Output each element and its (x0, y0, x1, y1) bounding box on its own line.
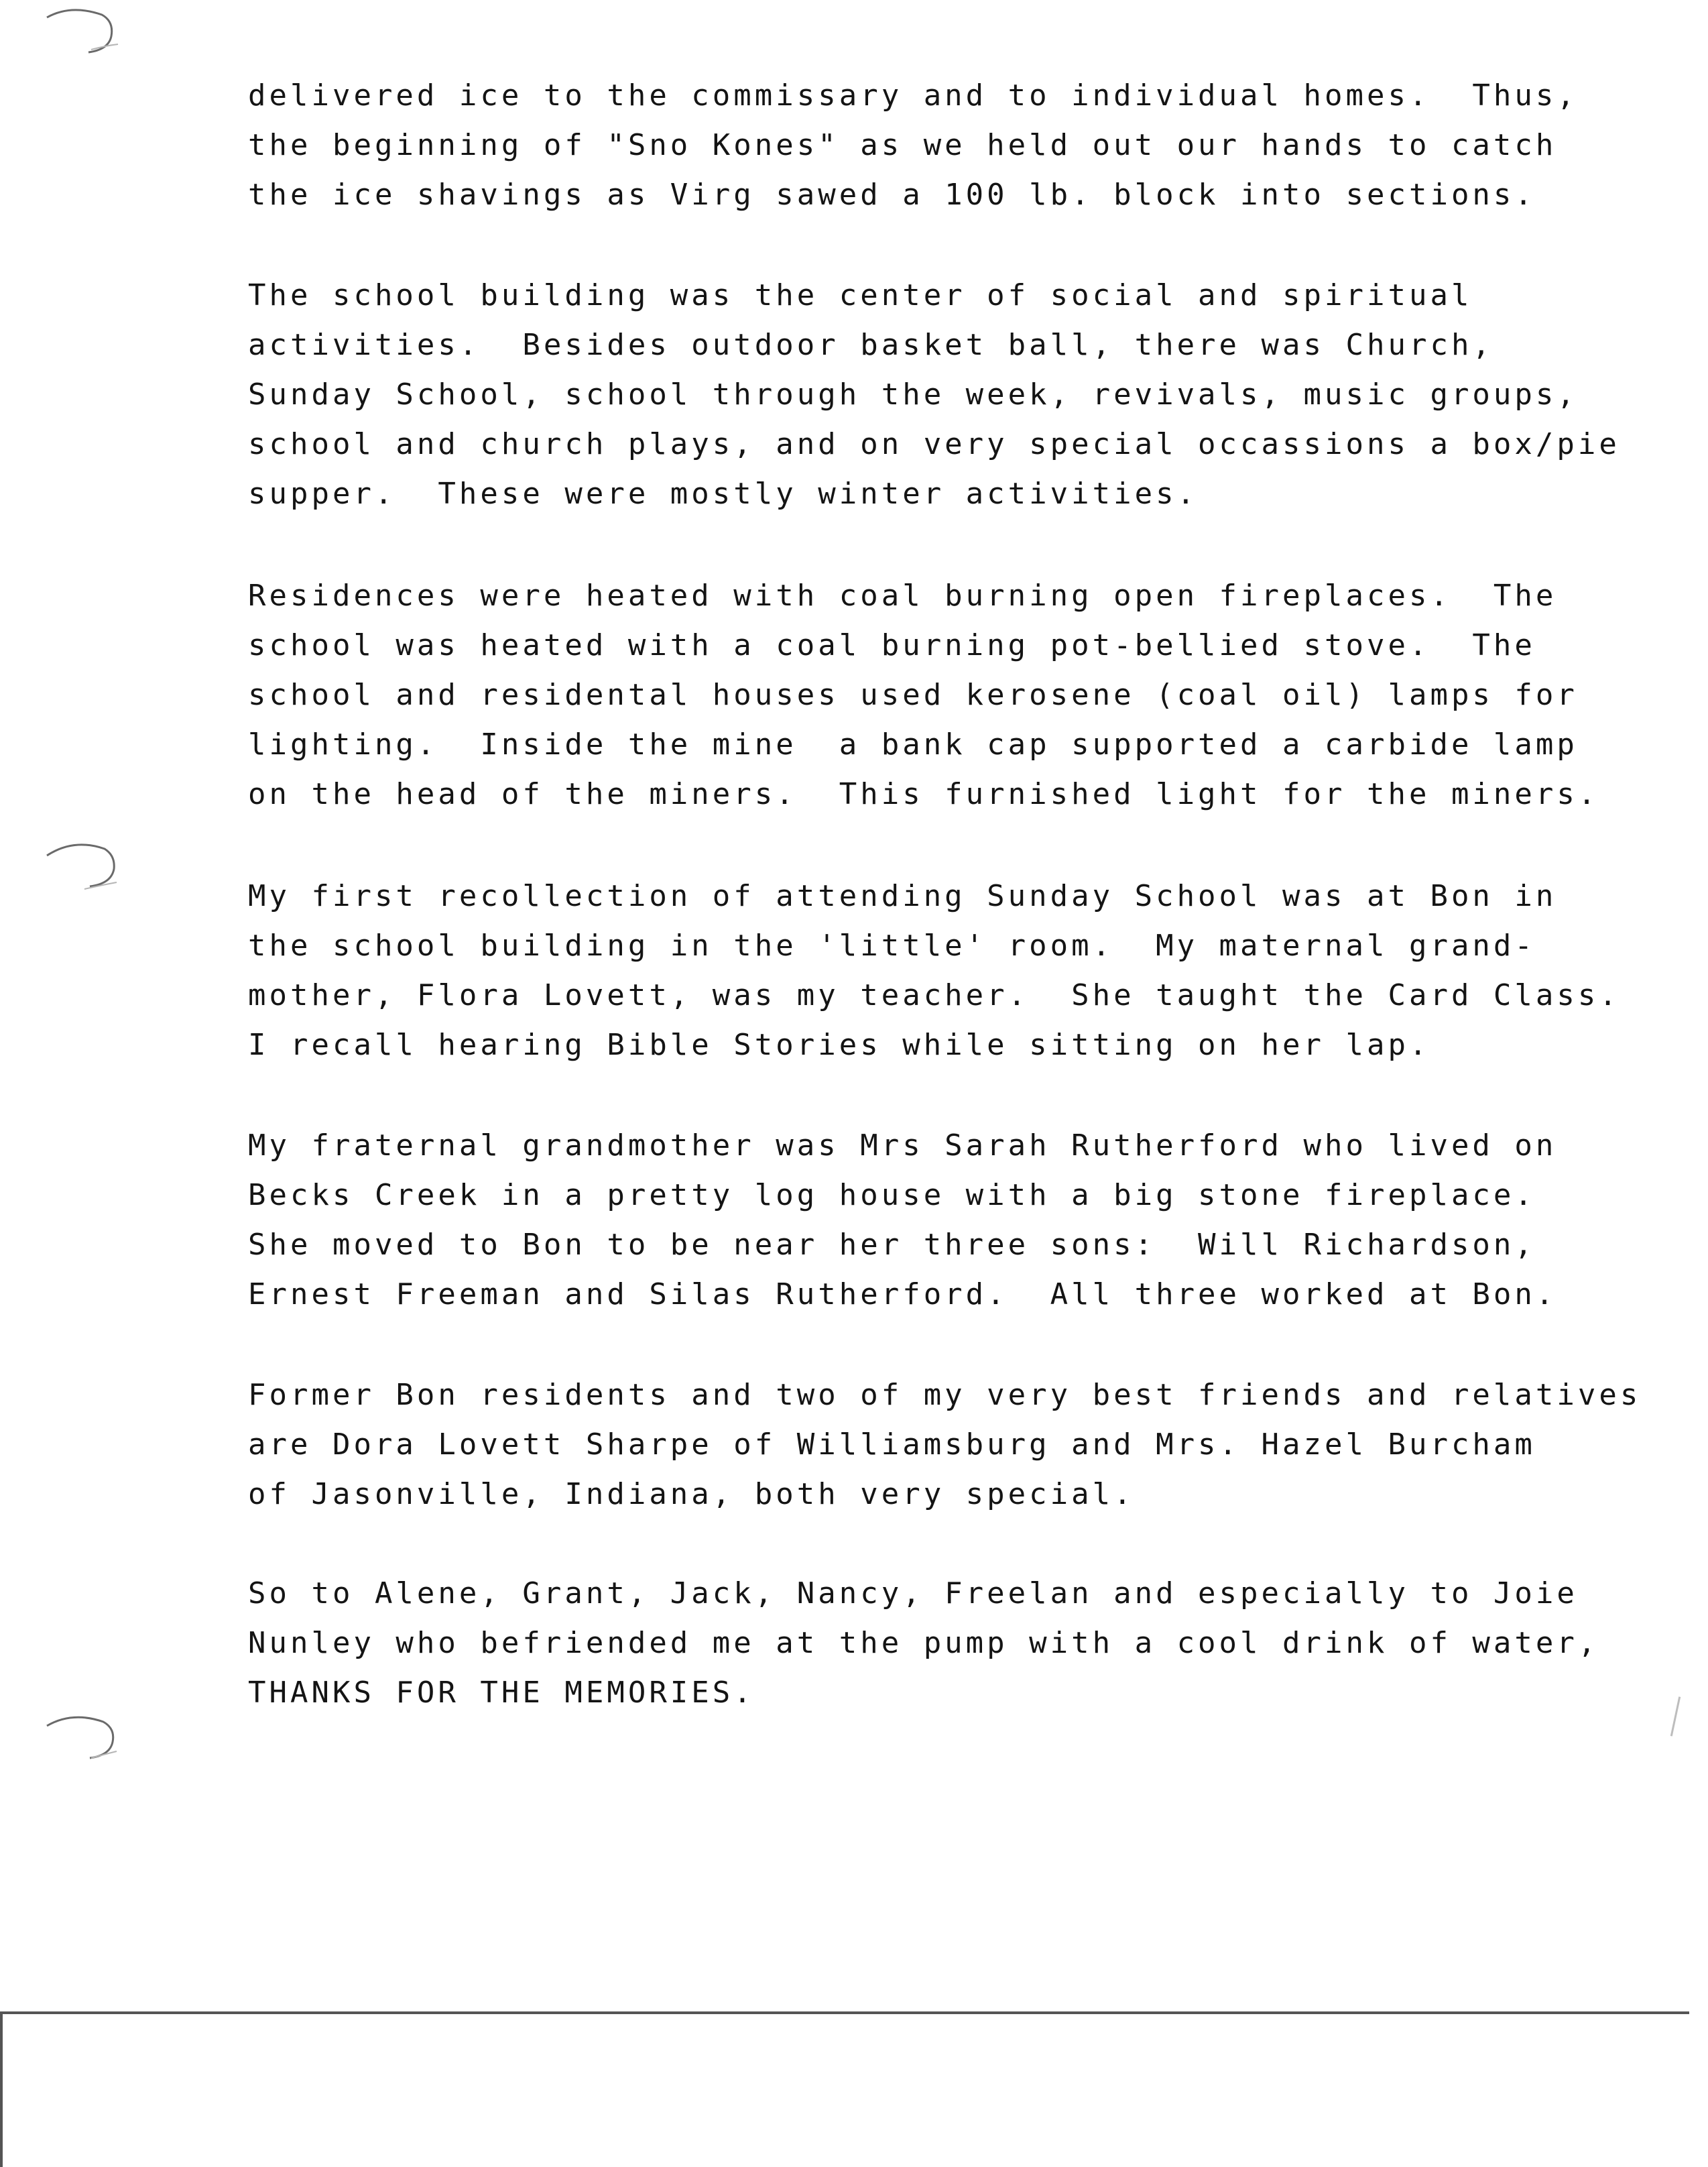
text-line: She moved to Bon to be near her three sons: Will Richardson, (248, 1228, 1536, 1262)
text-line: Nunley who befriended me at the pump with a cool drink of water, (248, 1626, 1599, 1660)
paragraph-school-building (248, 271, 1620, 519)
text-line: activities. Besides outdoor basket ball, there was Church, (248, 328, 1493, 362)
punch-hole-mark-top (44, 3, 125, 63)
text-line: delivered ice to the commissary and to individual homes. Thus, (248, 78, 1578, 113)
paragraph-sunday-school (248, 872, 1620, 1070)
text-line: I recall hearing Bible Stories while sitting on her lap. (248, 1028, 1430, 1062)
text-line: are Dora Lovett Sharpe of Williamsburg and Mrs. Hazel Burcham (248, 1427, 1536, 1462)
text-line: mother, Flora Lovett, was my teacher. She taught the Card Class. (248, 978, 1620, 1012)
paragraph-former-residents (248, 1370, 1642, 1519)
text-line: Sunday School, school through the week, revivals, music groups, (248, 377, 1578, 412)
text-line: The school building was the center of social and spiritual (248, 278, 1473, 312)
text-line: So to Alene, Grant, Jack, Nancy, Freelan and especially to Joie (248, 1576, 1578, 1610)
text-line: the school building in the 'little' room. My maternal grand- (248, 929, 1536, 963)
text-line: school was heated with a coal burning pot-bellied stove. The (248, 628, 1536, 662)
text-line: school and residental houses used kerosene (coal oil) lamps for (248, 678, 1578, 712)
text-line: Becks Creek in a pretty log house with a big stone fireplace. (248, 1178, 1536, 1212)
text-line: the beginning of "Sno Kones" as we held out our hands to catch (248, 128, 1557, 162)
text-line: Ernest Freeman and Silas Rutherford. All three worked at Bon. (248, 1277, 1557, 1311)
text-line: of Jasonville, Indiana, both very special. (248, 1477, 1135, 1511)
paragraph-thanks (248, 1569, 1599, 1718)
text-line: My fraternal grandmother was Mrs Sarah Rutherford who lived on (248, 1128, 1557, 1163)
paragraph-ice-delivery (248, 71, 1589, 220)
paragraph-grandmother (248, 1121, 1589, 1320)
text-line: Residences were heated with coal burning open fireplaces. The (248, 579, 1557, 613)
scan-artifact-mark (1670, 1696, 1681, 1736)
text-line: on the head of the miners. This furnished light for the miners. (248, 777, 1599, 811)
paragraph-residences-heating (248, 571, 1599, 819)
text-line: the ice shavings as Virg sawed a 100 lb. block into sections. (248, 178, 1536, 212)
text-line: lighting. Inside the mine a bank cap supported a carbide lamp (248, 727, 1578, 762)
scan-bottom-edge-line (0, 2011, 1689, 2014)
text-line: Former Bon residents and two of my very best friends and relatives (248, 1378, 1642, 1412)
text-line: My first recollection of attending Sunday School was at Bon in (248, 879, 1557, 913)
punch-hole-mark-bottom (44, 1707, 125, 1767)
punch-hole-mark-middle (44, 835, 125, 896)
scan-left-edge-line (0, 2011, 3, 2167)
text-line: supper. These were mostly winter activities. (248, 477, 1199, 511)
text-line: THANKS FOR THE MEMORIES. (248, 1676, 755, 1710)
text-line: school and church plays, and on very special occassions a box/pie (248, 427, 1620, 461)
